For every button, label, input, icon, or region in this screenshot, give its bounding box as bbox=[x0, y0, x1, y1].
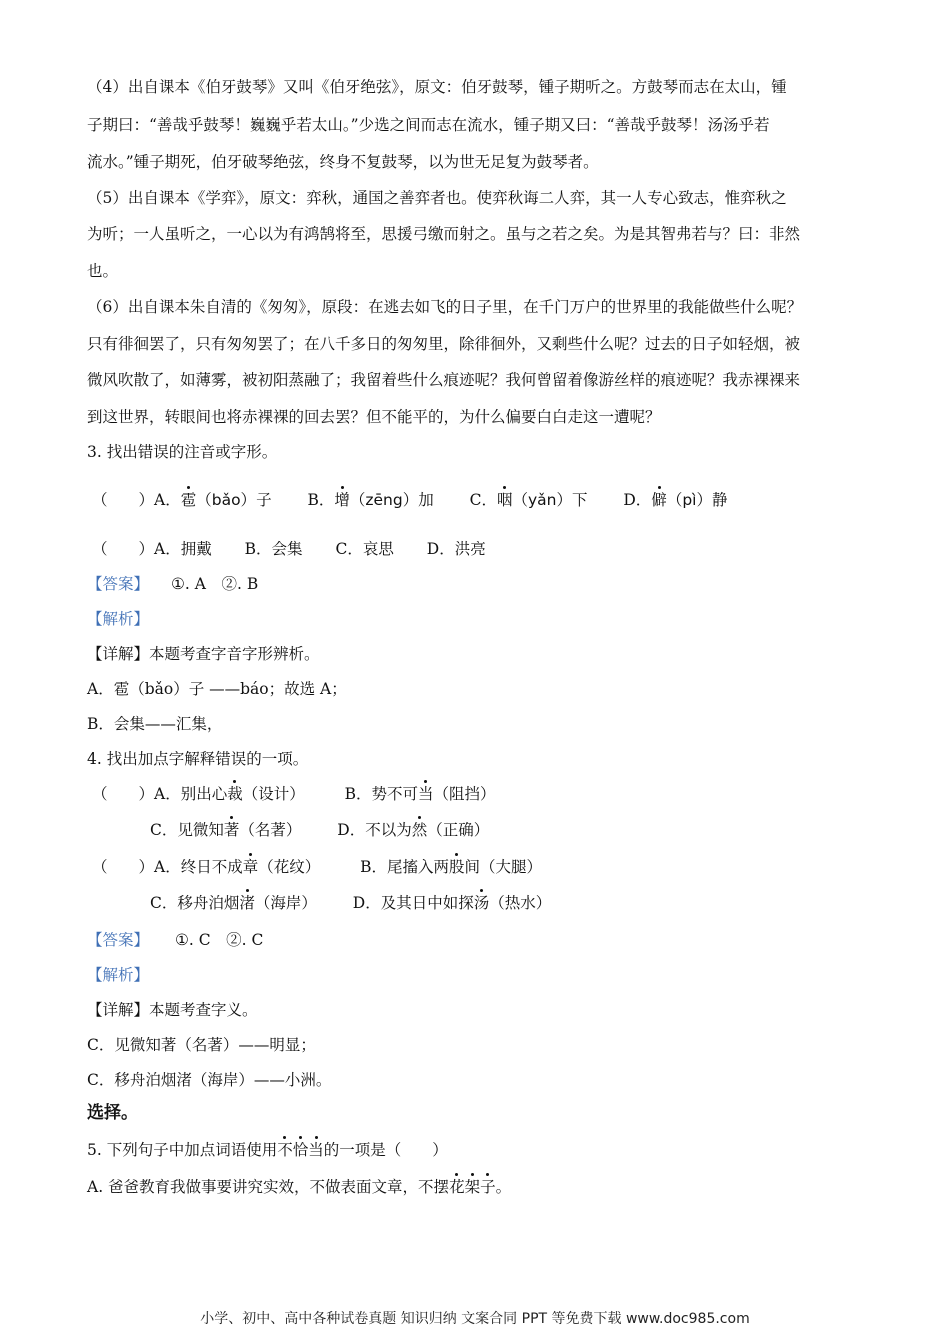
section-heading: 选择。 bbox=[87, 1103, 138, 1123]
q4-row1-a-prefix: A．别出心 bbox=[154, 785, 228, 803]
q4-row4-d-prefix: D．及其日中如探 bbox=[352, 894, 474, 912]
q4-row2-c-prefix: C．见微知 bbox=[150, 821, 224, 839]
q4-row1-a-dotted-char: 裁 bbox=[227, 785, 243, 803]
para5-line3: 也。 bbox=[87, 262, 119, 280]
para6-line2: 只有徘徊罢了，只有匆匆罢了；在八千多日的匆匆里，除徘徊外，又剩些什么呢？过去的日子如轻烟，被 bbox=[87, 335, 801, 353]
q4-row4-c-suffix: （海岸） bbox=[254, 894, 317, 912]
q3-row1-b-pinyin: （zēng） bbox=[349, 491, 419, 509]
q4-explanation-c1: C．见微知著（名著）——明显； bbox=[87, 1036, 316, 1054]
q3-detail bbox=[87, 644, 863, 664]
q3-row1-d-dotted-char: 僻 bbox=[651, 491, 667, 509]
q4-row1-b-dotted-char: 当 bbox=[418, 785, 434, 803]
q5-option-a-suffix: 。 bbox=[495, 1178, 512, 1196]
q3-row1-b-suffix: 加 bbox=[418, 491, 434, 509]
q4-row2-c-suffix: （名著） bbox=[239, 821, 302, 839]
q4-row3 bbox=[92, 857, 863, 877]
q4-detail-label: 【详解】 bbox=[87, 1001, 150, 1019]
q3-row1-bracket: （ ） bbox=[92, 491, 155, 509]
para4-line2: 子期曰：“善哉乎鼓琴！巍巍乎若太山。”少选之间而志在流水，锺子期又曰：“善哉乎鼓琴！汤汤乎若 bbox=[87, 116, 770, 134]
q4-row3-b-suffix: 间（大腿） bbox=[464, 858, 543, 876]
q3-row1-c-dotted-char: 咽 bbox=[496, 491, 513, 509]
q3-row1-a-label: A． bbox=[154, 491, 181, 509]
q4-explanation-c2: C．移舟泊烟渚（海岸）——小洲。 bbox=[87, 1071, 332, 1089]
q4-answer-label: 【答案】 bbox=[87, 931, 150, 949]
q4-row3-a-suffix: （花纹） bbox=[258, 858, 321, 876]
q5-option-a-dotted-char-2: 架 bbox=[464, 1178, 481, 1196]
q3-row2-d: D．洪亮 bbox=[426, 540, 486, 558]
para6-line4: 到这世界，转眼间也将赤裸裸的回去罢？但不能平的，为什么偏要白白走这一遭呢？ bbox=[87, 408, 661, 426]
q4-row2-c-dotted-char: 著 bbox=[223, 821, 240, 839]
q4-row2 bbox=[150, 820, 863, 840]
para6-line1: （6）出自课本朱自清的《匆匆》，原段：在逃去如飞的日子里，在千门万户的世界里的我能做些什么呢？ bbox=[87, 298, 803, 316]
q3-row2-a: A．拥戴 bbox=[154, 540, 212, 558]
para4-line3: 流水。”锺子期死，伯牙破琴绝弦，终身不复鼓琴，以为世无足复为鼓琴者。 bbox=[87, 153, 599, 171]
q3-row1-a-suffix: 子 bbox=[256, 491, 272, 509]
q5-option-a-prefix: A. 爸爸教育我做事要讲究实效，不做表面文章，不摆 bbox=[87, 1178, 450, 1196]
q4-row1 bbox=[92, 784, 863, 804]
q3-detail-text: 本题考查字音字形辨析。 bbox=[149, 645, 320, 663]
q3-explanation-b: B．会集——汇集， bbox=[87, 715, 223, 733]
q3-row1-d-pinyin: （pì） bbox=[666, 491, 712, 509]
q4-row1-a-suffix: （设计） bbox=[242, 785, 305, 803]
q3-row1-c-label: C． bbox=[469, 491, 497, 509]
q3-row1 bbox=[92, 490, 863, 510]
q3-row1-c-suffix: 下 bbox=[571, 491, 588, 509]
q4-row4-c-prefix: C．移舟泊烟 bbox=[150, 894, 240, 912]
q3-row2-b: B．会集 bbox=[244, 540, 303, 558]
q4-answer bbox=[87, 930, 863, 950]
q4-row3-b-dotted-char: 股 bbox=[449, 858, 465, 876]
q3-answer bbox=[87, 574, 863, 594]
q3-row1-a-pinyin: （bǎo） bbox=[196, 491, 257, 509]
q4-answer-value: ①. C ②. C bbox=[175, 931, 264, 949]
q4-row4-d-suffix: （热水） bbox=[489, 894, 552, 912]
q4-detail bbox=[87, 1000, 863, 1020]
q3-explanation-a: A．雹（bǎo）子 ——báo；故选 A； bbox=[87, 680, 347, 698]
q4-detail-text: 本题考查字义。 bbox=[149, 1001, 258, 1019]
q4-row2-d-dotted-char: 然 bbox=[411, 821, 428, 839]
q4-row1-b-prefix: B．势不可 bbox=[344, 785, 419, 803]
q4-row4-d-dotted-char: 汤 bbox=[473, 894, 490, 912]
para5-line2: 为听；一人虽听之，一心以为有鸿鹄将至，思援弓缴而射之。虽与之若之矣。为是其智弗若与？曰：非然 bbox=[87, 225, 801, 243]
q4-row2-d-suffix: （正确） bbox=[427, 821, 490, 839]
q5-option-a-dotted-char-3: 子 bbox=[480, 1178, 496, 1196]
q5-dotted-char-1: 不 bbox=[277, 1141, 293, 1159]
q3-row1-b-dotted-char: 增 bbox=[334, 491, 350, 509]
q3-row2 bbox=[92, 539, 863, 559]
q3-row1-d-suffix: 静 bbox=[711, 491, 728, 509]
q3-row1-b-label: B． bbox=[307, 491, 335, 509]
q5-option-a bbox=[87, 1177, 863, 1197]
q3-analysis-label: 【解析】 bbox=[87, 610, 150, 628]
q3-detail-label: 【详解】 bbox=[87, 645, 150, 663]
q3-row2-bracket: （ ） bbox=[92, 540, 155, 558]
para4-line1: （4）出自课本《伯牙鼓琴》又叫《伯牙绝弦》，原文：伯牙鼓琴，锺子期听之。方鼓琴而志在太山，锺 bbox=[87, 78, 787, 96]
q4-analysis-label: 【解析】 bbox=[87, 966, 150, 984]
q4-row1-b-suffix: （阻挡） bbox=[433, 785, 496, 803]
q4-row2-d-prefix: D．不以为 bbox=[337, 821, 412, 839]
q3-row1-c-pinyin: （yǎn） bbox=[512, 491, 572, 509]
q5-title-prefix: 5. 下列句子中加点词语使用 bbox=[87, 1141, 278, 1159]
q5-title bbox=[87, 1140, 863, 1160]
q3-answer-value: ①. A ②. B bbox=[171, 575, 259, 593]
page-footer: 小学、初中、高中各种试卷真题 知识归纳 文案合同 PPT 等免费下载 www.doc985.com bbox=[200, 1311, 750, 1327]
q4-row3-a-dotted-char: 章 bbox=[242, 858, 259, 876]
q4-row4-c-dotted-char: 渚 bbox=[239, 894, 255, 912]
q3-title: 3. 找出错误的注音或字形。 bbox=[87, 443, 278, 461]
q4-row3-a-prefix: A．终日不成 bbox=[154, 858, 243, 876]
q4-row1-bracket: （ ） bbox=[92, 785, 155, 803]
q5-dotted-char-3: 当 bbox=[308, 1141, 324, 1159]
para5-line1: （5）出自课本《学弈》，原文：弈秋，通国之善弈者也。使弈秋诲二人弈，其一人专心致志，惟弈秋之 bbox=[87, 189, 787, 207]
q5-option-a-dotted-char-1: 花 bbox=[449, 1178, 465, 1196]
q3-row1-d-label: D． bbox=[623, 491, 652, 509]
q4-title: 4. 找出加点字解释错误的一项。 bbox=[87, 750, 309, 768]
q3-row2-c: C．哀思 bbox=[335, 540, 394, 558]
para6-line3: 微风吹散了，如薄雾，被初阳蒸融了；我留着些什么痕迹呢？我何曾留着像游丝样的痕迹呢？我赤裸裸来 bbox=[87, 371, 801, 389]
q3-row1-a-dotted-char: 雹 bbox=[180, 491, 197, 509]
q4-row3-b-prefix: B．尾搐入两 bbox=[360, 858, 450, 876]
q5-dotted-char-2: 恰 bbox=[292, 1141, 309, 1159]
q5-title-suffix: 的一项是（ ） bbox=[323, 1141, 448, 1159]
q3-answer-label: 【答案】 bbox=[87, 575, 150, 593]
q4-row4 bbox=[150, 893, 863, 913]
q4-row3-bracket: （ ） bbox=[92, 858, 155, 876]
